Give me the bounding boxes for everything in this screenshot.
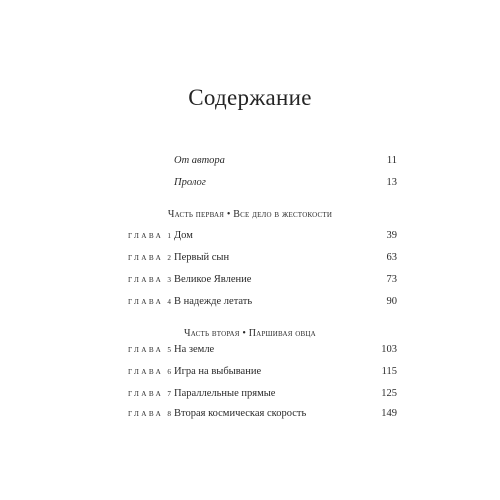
chapter-title: В надежде летать (174, 296, 253, 307)
chapter-prefix (128, 250, 171, 266)
part-heading (0, 327, 500, 341)
chapter-page: 103 (381, 344, 397, 355)
chapter-prefix (128, 364, 171, 380)
part-label: Часть первая (167, 209, 225, 220)
intro-entry-label: Пролог (174, 177, 206, 188)
intro-entry-page: 11 (386, 155, 397, 166)
chapter-number: 8 (167, 410, 172, 418)
chapter-title: Игра на выбывание (174, 366, 262, 377)
chapter-title: Вторая космическая скорость (174, 408, 307, 419)
chapter-prefix (128, 294, 171, 310)
chapter-prefix (128, 406, 171, 422)
chapter-number: 3 (167, 276, 172, 284)
chapter-number: 4 (167, 298, 172, 306)
chapter-prefix-word: ГЛАВА (128, 254, 164, 262)
chapter-title: Дом (174, 230, 193, 241)
part-separator: • (242, 328, 247, 339)
chapter-prefix-word: ГЛАВА (128, 368, 164, 376)
chapter-prefix-word: ГЛАВА (128, 390, 164, 398)
chapter-prefix-word: ГЛАВА (128, 276, 164, 284)
chapter-title: На земле (174, 344, 215, 355)
chapter-prefix (128, 272, 171, 288)
chapter-prefix (128, 342, 171, 358)
chapter-number: 2 (167, 254, 172, 262)
chapter-title: Великое Явление (174, 274, 252, 285)
chapter-prefix (128, 386, 171, 402)
chapter-title: Параллельные прямые (174, 388, 276, 399)
part-heading (0, 208, 500, 222)
part-name: Все дело в жестокости (233, 209, 333, 220)
chapter-prefix-word: ГЛАВА (128, 232, 164, 240)
chapter-prefix-word: ГЛАВА (128, 346, 164, 354)
chapter-number: 5 (167, 346, 172, 354)
chapter-page: 90 (386, 296, 397, 307)
chapter-prefix-word: ГЛАВА (128, 410, 164, 418)
chapter-page: 115 (381, 366, 397, 377)
chapter-page: 149 (381, 408, 397, 419)
chapter-page: 63 (386, 252, 397, 263)
part-separator: • (226, 209, 231, 220)
intro-entry-label: От автора (174, 155, 225, 166)
chapter-prefix-word: ГЛАВА (128, 298, 164, 306)
chapter-page: 39 (386, 230, 397, 241)
page-title: Содержание (188, 85, 312, 110)
chapter-page: 73 (386, 274, 397, 285)
chapter-title: Первый сын (174, 252, 230, 263)
part-name: Паршивая овца (248, 328, 316, 339)
chapter-prefix (128, 228, 171, 244)
intro-entry-page: 13 (386, 177, 397, 188)
part-label: Часть вторая (184, 328, 240, 339)
chapter-number: 6 (167, 368, 172, 376)
chapter-page: 125 (381, 388, 397, 399)
chapter-number: 1 (167, 232, 172, 240)
chapter-number: 7 (167, 390, 172, 398)
